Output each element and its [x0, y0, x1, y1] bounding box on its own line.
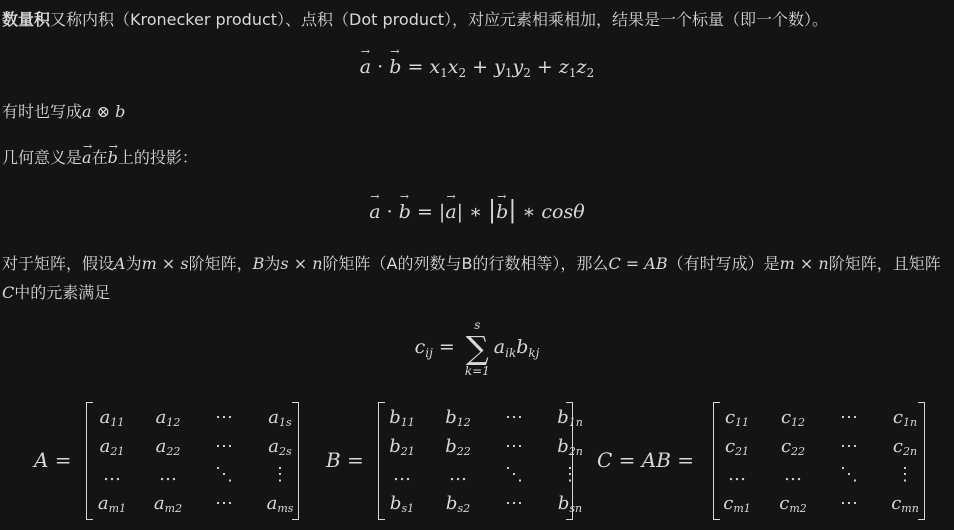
matrix-cell: ⋱ — [505, 464, 523, 485]
matrix-cell: $c_{m2}$ — [779, 492, 807, 515]
projection-formula: → a · → b = |→ a| ∗ |→ b| ∗ cosθ — [0, 196, 954, 224]
matrix-cell: $a_{11}$ — [99, 407, 125, 429]
matrix-cell: $b_{12}$ — [445, 407, 471, 429]
matrix-cell: ⋱ — [840, 464, 858, 485]
matrix-cell: ⋮ — [561, 464, 579, 485]
matrix-cell: ⋯ — [505, 407, 523, 428]
otimes-line: 有时也写成a ⊗ b — [2, 102, 126, 121]
matrix-cell: $a_{12}$ — [155, 407, 181, 429]
matrix-cell: $c_{mn}$ — [891, 492, 919, 515]
matrix-cell: ⋮ — [271, 464, 289, 485]
intro-term: 数量积 — [2, 10, 51, 29]
matrix-cell: $a_{1s}$ — [268, 407, 292, 429]
matrix-cell: … — [728, 464, 746, 485]
matrix-paragraph: 对于矩阵，假设A为m × s阶矩阵，B为s × n阶矩阵（A的列数与B的行数相等），那么C = AB（有时写成）是m × n阶矩阵，且矩阵C中的元素满足 — [2, 254, 941, 302]
matrix-cell: $a_{2s}$ — [268, 435, 292, 458]
matrix-cell: $a_{21}$ — [99, 435, 125, 458]
matrix-cell: ⋯ — [505, 435, 523, 457]
matrix-b-label: B = — [326, 448, 364, 472]
intro-text: 又称内积（Kronecker product）、点积（Dot product），对应元素相乘相加，结果是一个标量（即一个数）。 — [50, 10, 829, 29]
matrix-cell: $c_{12}$ — [780, 407, 806, 429]
matrix-cell: $b_{s1}$ — [389, 492, 415, 515]
matrix-cell: ⋯ — [505, 492, 523, 514]
matrix-cell: $b_{11}$ — [389, 407, 415, 429]
matrix-cell: $b_{22}$ — [445, 435, 471, 458]
matrix-cell: ⋯ — [840, 435, 858, 457]
matrix-cell: $b_{1n}$ — [557, 407, 583, 429]
matrix-cell: … — [449, 464, 467, 485]
matrix-cell: $a_{22}$ — [155, 435, 181, 458]
matrix-cell: ⋱ — [215, 464, 233, 485]
matrix-cell: $c_{2n}$ — [892, 435, 918, 458]
matrix-a-label: A = — [34, 448, 72, 472]
matrix-cell: ⋯ — [215, 492, 233, 514]
matrix-cell: $c_{m1}$ — [723, 492, 751, 515]
matrix-cell: $c_{1n}$ — [892, 407, 918, 429]
matrix-cell: … — [103, 464, 121, 485]
matrix-cell: ⋯ — [215, 407, 233, 428]
matrix-cell: ⋮ — [896, 464, 914, 485]
dot-product-formula: → a · → $b = x_1x_2 + y_1y_2 + z_1z_2$ — [0, 56, 954, 80]
matrix-cell: $c_{21}$ — [724, 435, 750, 458]
matrix-cell: $a_{ms}$ — [266, 492, 294, 515]
intro-paragraph — [2, 10, 828, 30]
matrix-cell: $b_{s2}$ — [445, 492, 471, 515]
matrix-element-formula: $c_{ij}$ = s ∑ k=1 $a_{ik}b_{kj}$ — [414, 318, 540, 378]
matrix-cell: … — [784, 464, 802, 485]
matrix-cell: $a_{m2}$ — [153, 492, 183, 515]
matrix-cell: ⋯ — [840, 407, 858, 428]
matrix-cell: $b_{21}$ — [389, 435, 415, 458]
matrix-c — [0, 398, 954, 524]
matrix-cell: $c_{22}$ — [780, 435, 806, 458]
matrix-cell: … — [159, 464, 177, 485]
matrix-c-label: C = AB = — [597, 448, 695, 472]
matrix-cell: $a_{m1}$ — [97, 492, 127, 515]
matrix-cell: ⋯ — [215, 435, 233, 457]
matrix-cell: $b_{sn}$ — [557, 492, 583, 515]
matrix-cell: $b_{2n}$ — [557, 435, 583, 458]
matrix-cell: ⋯ — [840, 492, 858, 514]
geometric-meaning-line: 几何意义是→ a在→ b上的投影： — [2, 148, 198, 168]
matrix-cell: … — [393, 464, 411, 485]
matrix-cell: $c_{11}$ — [724, 407, 750, 429]
